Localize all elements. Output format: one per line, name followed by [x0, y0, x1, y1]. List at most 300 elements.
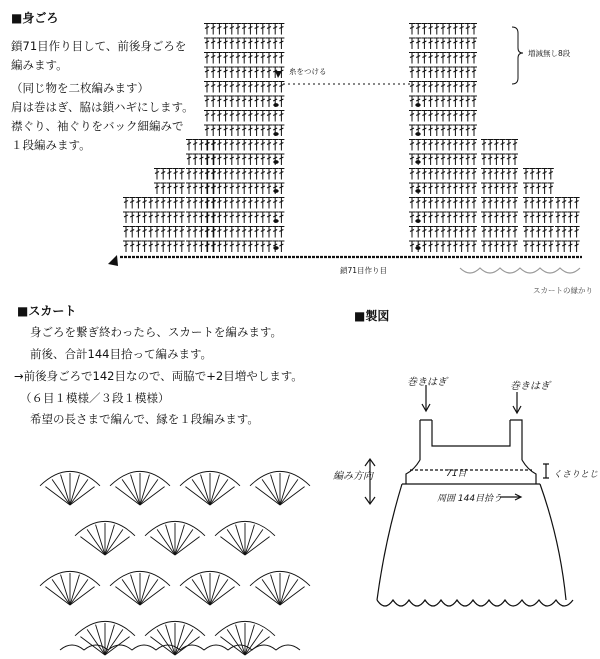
stitch-symbol [278, 53, 284, 64]
no-increase-label: 増減無し8段 [528, 49, 571, 58]
stitch-symbol [493, 212, 499, 223]
stitch-symbol [210, 183, 216, 194]
stitch-symbol [452, 212, 458, 223]
fan-stitch [157, 529, 175, 555]
stitch-symbol [481, 241, 487, 252]
fan-stitch [210, 579, 228, 605]
fan-stitch [245, 529, 263, 555]
stitch-symbol [186, 198, 192, 209]
stitch-symbol [428, 53, 434, 64]
stitch-symbol [129, 198, 135, 209]
stitch-symbol [493, 227, 499, 238]
stitch-symbol [574, 212, 580, 223]
stitch-symbol [247, 125, 253, 136]
stitch-symbol [434, 198, 440, 209]
stitch-symbol [446, 111, 452, 122]
stitch-symbol [434, 227, 440, 238]
stitch-symbol [198, 183, 204, 194]
stitch-symbol [512, 241, 518, 252]
stitch-symbol [192, 212, 198, 223]
stitch-symbol [452, 96, 458, 107]
fan-stitch [105, 537, 130, 555]
stitch-symbol [415, 198, 421, 209]
stitch-symbol [434, 140, 440, 151]
bodice-stitch-chart [123, 24, 580, 253]
fan-stitch [122, 479, 140, 505]
fan-stitch [131, 475, 140, 505]
stitch-symbol [506, 227, 512, 238]
stitch-symbol [235, 154, 241, 165]
stitch-symbol [452, 169, 458, 180]
stitch-symbol [459, 82, 465, 93]
attach-yarn-label: 糸をつける [289, 67, 327, 76]
assembly-heading: ■製図 [354, 309, 390, 323]
stitch-symbol [235, 96, 241, 107]
stitch-symbol [529, 183, 535, 194]
stitch-symbol [465, 154, 471, 165]
stitch-symbol [198, 169, 204, 180]
stitch-symbol [210, 140, 216, 151]
stitch-symbol [428, 241, 434, 252]
stitch-symbol [500, 227, 506, 238]
stitch-symbol [205, 241, 211, 252]
stitch-symbol [452, 227, 458, 238]
stitch-symbol [434, 38, 440, 49]
stitch-symbol [440, 38, 446, 49]
stitch-symbol [205, 140, 211, 151]
stitch-symbol [465, 38, 471, 49]
stitch-symbol [148, 227, 154, 238]
stitch-symbol [260, 24, 266, 35]
stitch-symbol [428, 111, 434, 122]
chain-symbol [416, 247, 420, 250]
fan-stitch [210, 475, 219, 505]
stitch-symbol [409, 82, 415, 93]
stitch-symbol [266, 24, 272, 35]
fan-stitch [115, 487, 140, 505]
stitch-symbol [440, 154, 446, 165]
stitch-symbol [542, 198, 548, 209]
stitch-symbol [204, 96, 210, 107]
stitch-symbol [186, 241, 192, 252]
stitch-symbol [409, 154, 415, 165]
stitch-symbol [235, 111, 241, 122]
stitch-symbol [548, 169, 554, 180]
stitch-symbol [548, 183, 554, 194]
stitch-symbol [512, 154, 518, 165]
stitch-symbol [446, 125, 452, 136]
fan-stitch [220, 637, 245, 655]
stitch-symbol [506, 212, 512, 223]
stitch-symbol [465, 241, 471, 252]
stitch-symbol [272, 24, 278, 35]
stitch-symbol [459, 67, 465, 78]
skirt-outline [377, 484, 566, 600]
skirt-hem-scallops [377, 600, 573, 606]
stitch-symbol [278, 183, 284, 194]
stitch-symbol [555, 212, 561, 223]
stitch-symbol [421, 24, 427, 35]
bodice-heading: ■身ごろ [11, 11, 59, 25]
stitch-symbol [266, 241, 272, 252]
stitch-symbol [452, 24, 458, 35]
stitch-symbol [229, 241, 235, 252]
stitch-symbol [247, 140, 253, 151]
stitch-symbol [192, 227, 198, 238]
stitch-symbol [415, 53, 421, 64]
stitch-symbol [229, 154, 235, 165]
fan-stitch [227, 629, 245, 655]
stitch-symbol [481, 227, 487, 238]
stitch-symbol [247, 241, 253, 252]
stitch-symbol [198, 154, 204, 165]
stitch-symbol [512, 198, 518, 209]
stitch-symbol [235, 53, 241, 64]
stitch-symbol [446, 82, 452, 93]
stitch-symbol [210, 169, 216, 180]
stitch-symbol [223, 198, 229, 209]
stitch-symbol [434, 82, 440, 93]
stitch-symbol [235, 227, 241, 238]
stitch-symbol [223, 140, 229, 151]
stitch-symbol [471, 38, 477, 49]
stitch-symbol [266, 169, 272, 180]
stitch-symbol [229, 24, 235, 35]
stitch-symbol [247, 96, 253, 107]
fan-stitch [245, 537, 270, 555]
stitch-symbol [452, 38, 458, 49]
stitch-symbol [459, 154, 465, 165]
stitch-symbol [465, 198, 471, 209]
stitch-symbol [266, 125, 272, 136]
stitch-symbol [123, 212, 129, 223]
stitch-symbol [135, 241, 141, 252]
stitch-symbol [223, 67, 229, 78]
stitch-symbol [198, 198, 204, 209]
stitch-symbol [487, 198, 493, 209]
stitch-symbol [229, 111, 235, 122]
stitch-symbol [205, 227, 211, 238]
stitch-symbol [561, 212, 567, 223]
fan-stitch [80, 537, 105, 555]
stitch-symbol [142, 227, 148, 238]
stitch-symbol [459, 24, 465, 35]
stitch-symbol [266, 227, 272, 238]
fan-stitch [280, 575, 289, 605]
stitch-symbol [415, 227, 421, 238]
stitch-symbol [434, 96, 440, 107]
stitch-symbol [235, 198, 241, 209]
skirt-edge-scallops [460, 268, 580, 273]
stitch-symbol [210, 24, 216, 35]
stitch-symbol [506, 140, 512, 151]
stitch-symbol [216, 169, 222, 180]
stitch-symbol [241, 198, 247, 209]
stitch-symbol [241, 125, 247, 136]
stitch-symbol [204, 38, 210, 49]
stitch-symbol [204, 241, 210, 252]
stitch-symbol [254, 183, 260, 194]
stitch-symbol [481, 140, 487, 151]
stitch-symbol [235, 241, 241, 252]
stitch-symbol [421, 227, 427, 238]
stitch-symbol [223, 169, 229, 180]
stitch-symbol [446, 154, 452, 165]
stitch-symbol [254, 82, 260, 93]
stitch-symbol [204, 53, 210, 64]
stitch-symbol [254, 198, 260, 209]
stitch-symbol [173, 169, 179, 180]
stitch-symbol [154, 241, 160, 252]
stitch-symbol [567, 241, 573, 252]
stitch-symbol [542, 212, 548, 223]
stitch-symbol [415, 140, 421, 151]
stitch-symbol [247, 53, 253, 64]
stitch-symbol [465, 212, 471, 223]
stitch-symbol [278, 125, 284, 136]
stitch-symbol [216, 125, 222, 136]
stitch-symbol [210, 82, 216, 93]
stitch-symbol [160, 169, 166, 180]
stitch-symbol [272, 38, 278, 49]
stitch-symbol [500, 198, 506, 209]
left-strap [420, 420, 510, 460]
stitch-symbol [247, 67, 253, 78]
stitch-symbol [415, 38, 421, 49]
stitch-symbol [216, 183, 222, 194]
bodice-line: 肩は巻はぎ、脇は鎖ハギにします。 [11, 100, 194, 114]
stitch-symbol [223, 227, 229, 238]
stitch-symbol [440, 111, 446, 122]
stitch-symbol [278, 212, 284, 223]
stitch-symbol [428, 183, 434, 194]
stitch-symbol [223, 24, 229, 35]
stitch-symbol [204, 227, 210, 238]
stitch-symbol [266, 198, 272, 209]
stitch-symbol [223, 183, 229, 194]
stitch-symbol [216, 212, 222, 223]
stitch-symbol [260, 96, 266, 107]
stitch-symbol [421, 198, 427, 209]
fan-stitch [140, 479, 158, 505]
stitch-symbol [247, 212, 253, 223]
stitch-symbol [471, 169, 477, 180]
stitch-symbol [210, 53, 216, 64]
fan-stitch [105, 529, 123, 555]
stitch-symbol [487, 183, 493, 194]
stitch-symbol [487, 154, 493, 165]
chain-symbol [274, 104, 278, 107]
stitch-symbol [179, 241, 185, 252]
stitch-symbol [465, 96, 471, 107]
stitch-symbol [278, 241, 284, 252]
stitch-symbol [409, 96, 415, 107]
stitch-symbol [179, 183, 185, 194]
fan-stitch [262, 579, 280, 605]
stitch-symbol [216, 53, 222, 64]
fan-stitch [52, 479, 70, 505]
stitch-symbol [574, 198, 580, 209]
stitch-symbol [229, 82, 235, 93]
stitch-symbol [278, 140, 284, 151]
stitch-symbol [204, 154, 210, 165]
stitch-symbol [254, 227, 260, 238]
stitch-symbol [179, 198, 185, 209]
stitch-symbol [440, 212, 446, 223]
stitch-symbol [446, 169, 452, 180]
fan-stitch [70, 487, 95, 505]
stitch-symbol [216, 227, 222, 238]
stitch-symbol [223, 212, 229, 223]
stitch-symbol [415, 67, 421, 78]
stitch-symbol [235, 24, 241, 35]
stitch-symbol [459, 38, 465, 49]
stitch-symbol [415, 82, 421, 93]
stitch-symbol [555, 227, 561, 238]
chain-symbol [274, 247, 278, 250]
stitch-symbol [229, 67, 235, 78]
stitch-symbol [192, 154, 198, 165]
fan-stitch [175, 629, 193, 655]
fan-stitch [175, 537, 200, 555]
stitch-symbol [548, 212, 554, 223]
fan-stitch [280, 579, 298, 605]
fan-stitch [122, 579, 140, 605]
stitch-symbol [266, 140, 272, 151]
fan-stitch [245, 629, 263, 655]
stitch-symbol [241, 111, 247, 122]
stitch-symbol [211, 183, 217, 194]
stitch-symbol [493, 140, 499, 151]
skirt-line: →前後身ごろで142目なので、両脇で+2目増やします。 [14, 369, 303, 383]
stitch-symbol [440, 24, 446, 35]
chain-symbol [416, 161, 420, 164]
stitch-symbol [241, 96, 247, 107]
stitch-symbol [459, 53, 465, 64]
fan-stitch [45, 587, 70, 605]
chain-join-bracket [543, 464, 549, 478]
stitch-symbol [266, 82, 272, 93]
stitch-symbol [179, 212, 185, 223]
stitch-symbol [223, 96, 229, 107]
stitch-symbol [205, 169, 211, 180]
stitch-symbol [210, 227, 216, 238]
stitch-symbol [465, 227, 471, 238]
stitch-symbol [428, 227, 434, 238]
stitch-symbol [409, 53, 415, 64]
fan-stitch [70, 579, 88, 605]
stitch-symbol [254, 24, 260, 35]
stitch-symbol [567, 198, 573, 209]
stitch-symbol [216, 198, 222, 209]
stitch-symbol [223, 154, 229, 165]
stitch-symbol [142, 212, 148, 223]
stitch-symbol [205, 212, 211, 223]
stitch-symbol [471, 82, 477, 93]
stitch-symbol [434, 169, 440, 180]
skirt-fan-pattern [40, 471, 310, 655]
stitch-symbol [459, 96, 465, 107]
stitch-symbol [216, 140, 222, 151]
stitch-symbol [567, 227, 573, 238]
stitch-symbol [421, 125, 427, 136]
fan-stitch [157, 629, 175, 655]
stitch-symbol [154, 183, 160, 194]
stitch-symbol [223, 38, 229, 49]
stitch-symbol [260, 154, 266, 165]
stitch-symbol [428, 24, 434, 35]
stitch-symbol [247, 227, 253, 238]
stitch-symbol [471, 67, 477, 78]
fan-stitch [255, 587, 280, 605]
stitch-symbol [421, 183, 427, 194]
stitch-symbol [210, 111, 216, 122]
stitch-symbol [409, 67, 415, 78]
stitch-symbol [266, 183, 272, 194]
stitch-symbol [266, 38, 272, 49]
stitch-symbol [487, 169, 493, 180]
stitch-symbol [434, 183, 440, 194]
stitch-symbol [409, 241, 415, 252]
stitch-symbol [204, 82, 210, 93]
stitch-symbol [415, 24, 421, 35]
stitch-symbol [160, 198, 166, 209]
stitch-symbol [561, 198, 567, 209]
stitch-symbol [154, 169, 160, 180]
stitch-symbol [254, 96, 260, 107]
stitch-symbol [574, 241, 580, 252]
stitch-symbol [260, 241, 266, 252]
stitch-symbol [487, 241, 493, 252]
stitch-symbol [506, 169, 512, 180]
stitch-symbol [241, 212, 247, 223]
stitch-symbol [542, 183, 548, 194]
stitch-symbol [452, 111, 458, 122]
stitch-symbol [186, 169, 192, 180]
stitch-symbol [506, 183, 512, 194]
fan-stitch [70, 479, 88, 505]
bodice-line: 襟ぐり、袖ぐりをバック細編みで [11, 119, 184, 133]
stitch-symbol [459, 169, 465, 180]
fan-stitch [255, 487, 280, 505]
stitch-symbol [210, 125, 216, 136]
stitch-symbol [216, 96, 222, 107]
stitch-symbol [166, 241, 172, 252]
stitch-symbol [465, 183, 471, 194]
stitch-symbol [278, 227, 284, 238]
stitch-symbol [529, 169, 535, 180]
fan-stitch [96, 625, 105, 655]
stitch-symbol [440, 96, 446, 107]
fan-stitch [236, 525, 245, 555]
stitch-symbol [241, 38, 247, 49]
stitch-symbol [254, 169, 260, 180]
stitch-symbol [446, 38, 452, 49]
stitch-symbol [272, 169, 278, 180]
stitch-symbol [254, 241, 260, 252]
stitch-symbol [465, 125, 471, 136]
fan-stitch [185, 587, 210, 605]
fan-stitch [210, 575, 219, 605]
stitch-symbol [266, 154, 272, 165]
stitch-symbol [574, 227, 580, 238]
stitch-symbol [471, 111, 477, 122]
stitch-symbol [452, 125, 458, 136]
stitch-symbol [512, 212, 518, 223]
stitch-symbol [434, 24, 440, 35]
stitch-symbol [452, 183, 458, 194]
fan-stitch [185, 487, 210, 505]
